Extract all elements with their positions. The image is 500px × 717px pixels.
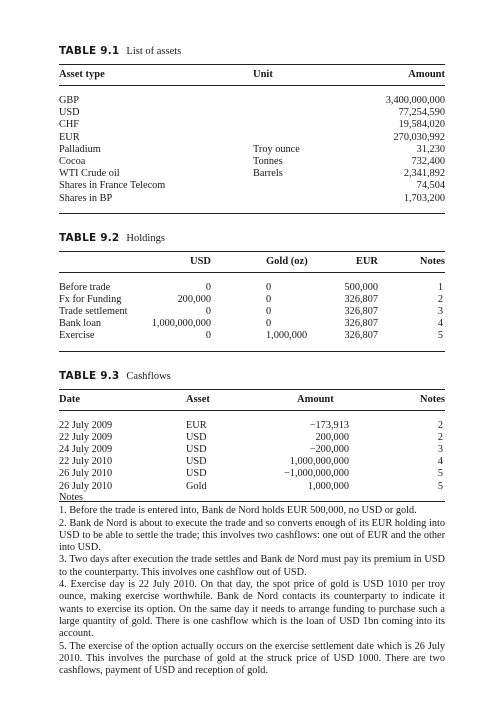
asset-type-cell: EUR (59, 131, 80, 143)
table-row (59, 156, 445, 168)
gold-cell: 0 (266, 306, 272, 318)
asset-cell: USD (186, 456, 207, 468)
table-row (59, 294, 445, 306)
table-row (59, 168, 445, 180)
amount-cell: 77,254,590 (398, 107, 445, 119)
table-row (59, 132, 445, 144)
eur-cell: 326,807 (344, 330, 378, 342)
row-label-cell: Trade settlement (59, 306, 128, 318)
notes-cell: 2 (437, 431, 443, 443)
table-row (59, 456, 445, 468)
header-asset-type: Asset type (59, 69, 105, 80)
usd-cell: 0 (205, 306, 211, 318)
row-label-cell: Bank loan (59, 318, 102, 330)
date-cell: 24 July 2009 (59, 444, 113, 455)
table-row (59, 144, 445, 156)
table-body (59, 273, 445, 351)
usd-cell: 200,000 (177, 293, 211, 305)
unit-cell: Barrels (253, 168, 283, 180)
table-caption (59, 44, 445, 58)
asset-type-cell: Cocoa (59, 155, 86, 167)
header-amount: Amount (408, 69, 445, 80)
table-caption (59, 369, 445, 383)
amount-cell: 732,400 (411, 155, 445, 167)
eur-cell: 326,807 (344, 318, 378, 330)
notes-heading: Notes (59, 492, 84, 503)
table-row (59, 107, 445, 119)
table-row (59, 119, 445, 131)
notes-cell: 5 (437, 480, 443, 492)
header-amount: Amount (297, 393, 334, 405)
assets-table (59, 44, 445, 214)
date-cell: 22 July 2009 (59, 419, 113, 431)
asset-cell: USD (186, 431, 207, 443)
table-row (59, 306, 445, 318)
row-label-cell: Exercise (59, 330, 95, 342)
gold-cell: 0 (266, 293, 272, 305)
header-eur: EUR (355, 255, 378, 267)
cashflows-table (59, 369, 445, 502)
table-row (59, 318, 445, 330)
row-label-cell: Fx for Funding (59, 293, 122, 305)
notes-cell: 2 (437, 293, 443, 305)
table-row (59, 444, 445, 456)
usd-cell: 0 (205, 281, 211, 293)
notes-cell: 3 (437, 306, 443, 318)
usd-cell: 0 (205, 330, 211, 342)
usd-cell: 1,000,000,000 (151, 318, 211, 330)
amount-cell: 19,584,020 (398, 119, 445, 131)
table-header (59, 390, 445, 410)
header-notes: Notes (419, 255, 445, 267)
bottom-rule (59, 351, 445, 352)
date-cell: 26 July 2010 (59, 480, 113, 492)
date-cell: 22 July 2009 (59, 431, 113, 443)
amount-cell: 1,000,000,000 (289, 456, 349, 468)
table-row (59, 193, 445, 205)
table-row (59, 432, 445, 444)
notes-cell: 2 (437, 419, 443, 431)
note-1: 1. Before the trade is entered into, Bank de Nord holds EUR 500,000, no USD or gold. (59, 505, 417, 517)
asset-cell: EUR (186, 419, 207, 431)
asset-type-cell: CHF (59, 119, 80, 131)
notes-cell: 4 (437, 456, 443, 468)
table-number: TABLE 9.1 (59, 45, 120, 57)
asset-type-cell: Shares in France Telecom (59, 180, 166, 192)
gold-cell: 0 (266, 281, 272, 293)
table-row (59, 468, 445, 480)
header-gold: Gold (oz) (266, 255, 308, 267)
asset-type-cell: Shares in BP (59, 192, 113, 204)
amount-cell: 31,230 (416, 143, 445, 155)
notes-cell: 5 (437, 330, 443, 342)
notes-cell: 5 (437, 468, 443, 480)
asset-type-cell: WTI Crude oil (59, 168, 120, 180)
amount-cell: 3,400,000,000 (385, 95, 445, 106)
amount-cell: 74,504 (416, 180, 445, 192)
asset-type-cell: USD (59, 107, 80, 119)
table-header (59, 252, 445, 272)
header-unit: Unit (253, 69, 273, 80)
notes-cell: 3 (437, 444, 443, 455)
date-cell: 26 July 2010 (59, 468, 113, 480)
table-row (59, 180, 445, 192)
note-4: 4. Exercise day is 22 July 2010. On that day, the spot price of gold is USD 1010 per troy ounce, making exercise worthwhile. Bank de Nord contacts its counterparty to indicate it wants to exercise its option. On the same day it needs to arrange funding to purchase such a large quantity of gold. There is one cashflow which is the loan of USD 1bn coming into its account. (59, 579, 445, 640)
amount-cell: 270,030,992 (393, 131, 445, 143)
asset-cell: USD (186, 444, 207, 455)
table-body (59, 411, 445, 501)
table-number: TABLE 9.3 (59, 369, 120, 382)
table-row (59, 282, 445, 294)
table-title: Cashflows (126, 370, 171, 382)
amount-cell: −200,000 (309, 444, 349, 455)
asset-cell: Gold (186, 480, 207, 492)
asset-cell: USD (186, 468, 207, 480)
amount-cell: −1,000,000,000 (283, 468, 349, 480)
asset-type-cell: GBP (59, 95, 80, 106)
amount-cell: 1,000,000 (307, 480, 349, 492)
notes-cell: 4 (437, 318, 443, 330)
row-label-cell: Before trade (59, 281, 111, 293)
table-row (59, 420, 445, 432)
gold-cell: 1,000,000 (266, 330, 308, 342)
notes-cell: 1 (437, 281, 443, 293)
table-row (59, 95, 445, 107)
amount-cell: −173,913 (309, 419, 349, 431)
header-notes: Notes (419, 393, 445, 405)
table-title: Holdings (126, 232, 165, 244)
table-row (59, 481, 445, 493)
gold-cell: 0 (266, 318, 272, 330)
amount-cell: 1,703,200 (403, 192, 445, 204)
bottom-rule (59, 213, 445, 214)
header-asset: Asset (186, 393, 210, 405)
note-2: 2. Bank de Nord is about to execute the trade and so converts enough of its EUR holding into USD to be able to settle the trade; this involves two cashflows: one out of EUR and the other into USD. (59, 517, 445, 554)
header-date: Date (59, 393, 80, 405)
unit-cell: Troy ounce (253, 143, 300, 155)
table-caption (59, 231, 445, 245)
eur-cell: 326,807 (344, 306, 378, 318)
date-cell: 22 July 2010 (59, 456, 113, 468)
eur-cell: 326,807 (344, 293, 378, 305)
table-header (59, 65, 445, 85)
page-content (59, 44, 445, 502)
note-5: 5. The exercise of the option actually occurs on the exercise settlement date which is 26 July 2010. This involves the purchase of gold at the struck price of USD 1000. There are two cashflows, payment of USD and reception of gold. (59, 640, 445, 677)
amount-cell: 200,000 (315, 431, 349, 443)
amount-cell: 2,341,892 (403, 168, 445, 180)
table-body (59, 86, 445, 213)
holdings-table (59, 231, 445, 352)
header-usd: USD (189, 255, 211, 267)
note-3: 3. Two days after execution the trade settles and Bank de Nord must pay its premium in USD to the counterparty. This involves one cashflow out of USD. (59, 554, 445, 578)
notes-section (59, 492, 445, 677)
unit-cell: Tonnes (253, 155, 283, 167)
table-number: TABLE 9.2 (59, 231, 120, 244)
eur-cell: 500,000 (344, 281, 378, 293)
asset-type-cell: Palladium (59, 143, 101, 155)
table-row (59, 330, 445, 342)
table-title: List of assets (126, 46, 182, 57)
